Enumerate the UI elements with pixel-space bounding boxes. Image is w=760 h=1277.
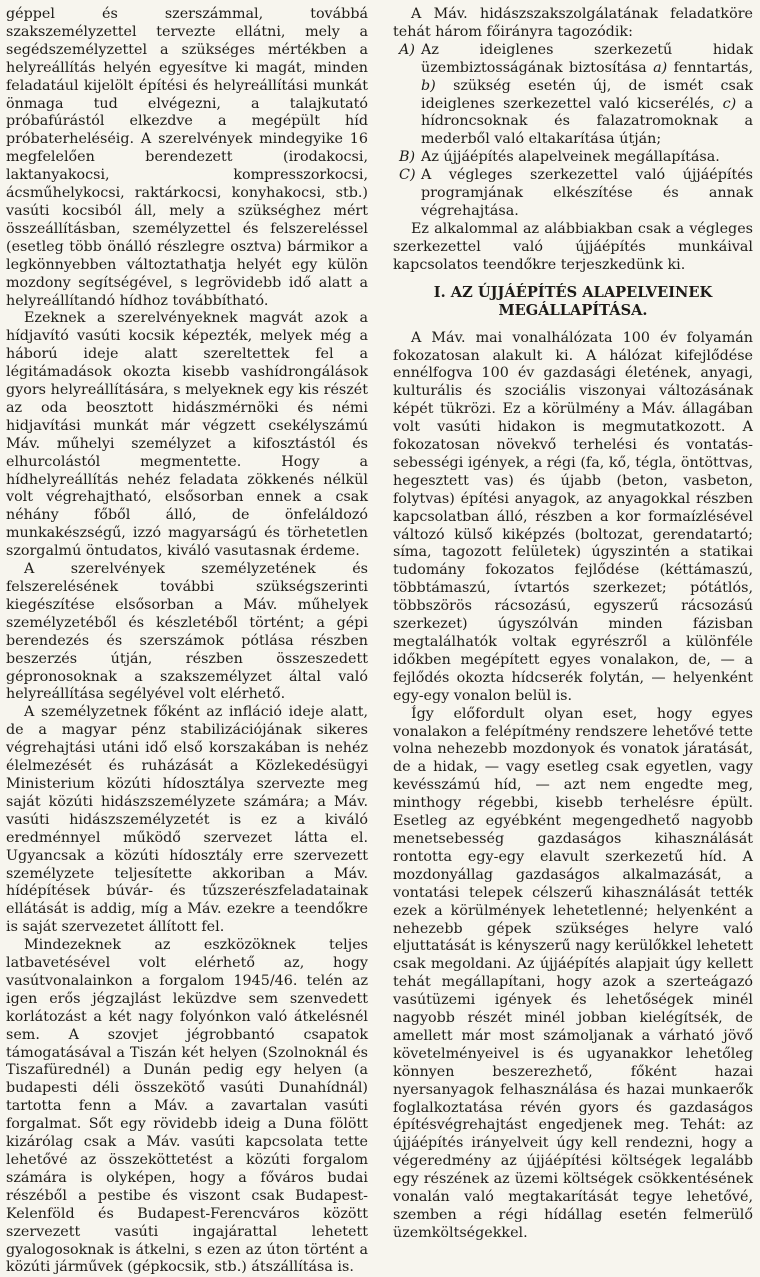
tasks-intro: A Máv. hidászszakszolgálatának feladatköre tehát három főirányra tagozódik:	[393, 6, 753, 40]
paragraph-continuation: géppel és szerszámmal, továbbá szakszemélyzettel tervezte ellátni, mely a segédszemélyzettel a szükséges mértékben a helyreállítás helyén egyesítve ki magát, minden feladatául kijelölt építési és helyreállítási munkát önmaga tud elvégezni, a talajkutató próbafúrástól elkezdve a megépült híd próbaterheléséig. A szerelvények mindegyike 16 megfelelően berendezett (irodakocsi, laktanyakocsi, kompresszorkocsi, ácsműhelykocsi, raktárkocsi, konyhakocsi, stb.) vasúti kocsiból áll, mely a szükséghez mért összeállításban, személyzettel és felszereléssel (esetleg több önálló részlegre osztva) bármikor a legkönnyebben változtathatja helyét egy külön mozdony segítségével, s legrövidebb idő alatt a helyreállítandó hídhoz továbbítható.	[6, 6, 368, 309]
task-text: Az ideiglenes szerkezetű hidak üzembiztosságának biztosítása	[421, 41, 753, 76]
paragraph-inflation-supply: A személyzetnek főként az infláció ideje alatt, de a magyar pénz stabilizációjának sikeres végrehajtási utáni idő első korszakában is nehéz élelmezését és ruházását a Közlekedésügyi Ministerium közúti hídosztálya szervezte meg saját közúti hidászszemélyzete számára; a Máv. vasúti hidászszemélyzetét is ez a kiváló eredménnyel működő szervezet látta el. Ugyancsak a közúti hídosztály erre szervezett személyzete teljesítette akkoriban a Máv. hídépítések búvár- és tűzszerészfeladatainak ellátását is addig, míg a Máv. ezekre a teendőkre is saját szervezetet állított fel.	[6, 704, 368, 936]
task-marker: A)	[399, 41, 415, 58]
task-text: fenntartás,	[673, 59, 753, 76]
sub-marker: a)	[653, 59, 668, 76]
sub-marker: c)	[722, 95, 737, 112]
section-title-line: MEGÁLLAPÍTÁSA.	[498, 301, 648, 319]
task-marker: B)	[399, 149, 416, 166]
task-text: A végleges szerkezettel való újjáépítés programjának elkészítése és annak végrehajtása.	[421, 167, 753, 219]
section-title	[393, 284, 753, 320]
task-item-b	[393, 149, 753, 167]
task-item-a	[393, 42, 753, 149]
task-item-c	[393, 167, 753, 221]
section-title-line: I. AZ ÚJJÁÉPÍTÉS ALAPELVEINEK	[433, 283, 713, 301]
task-marker: C)	[399, 167, 416, 184]
task-list	[393, 42, 753, 221]
paragraph-repair-wagons: Ezeknek a szerelvényeknek magvát azok a hídjavító vasúti kocsik képezték, melyek még a háború ideje alatt szereltettek fel a légitámadások okozta kisebb vashídrongálások gyors helyreállítására, s melyeknek egy kis részét az oda beosztott hidászmérnöki és némi hidjavítási munkát már végzett csekélyszámú Máv. műhelyi személyzet a kifosztástól és elhurcolástól megmentette. Hogy a hídhelyreállítás nehéz feladata zökkenés nélkül volt végrehajtható, elsősorban ennek a csak néhány főből álló, de önfeláldozó munkakészségű, izzó magyarságú és törhetetlen szorgalmú öntudatos, kiváló vasutasnak érdeme.	[6, 310, 368, 560]
task-text: szükség esetén új, de ismét csak ideiglenes szerkezettel való kicserélés,	[421, 77, 754, 112]
left-column	[6, 6, 368, 1277]
sub-marker: b)	[421, 77, 436, 94]
task-text: Az újjáépítés alapelveinek megállapítása.	[421, 149, 720, 166]
paragraph-winter-traffic: Mindezeknek az eszközöknek teljes latbavetésével volt elérhető az, hogy vasútvonalainkon a forgalom 1945/46. telén az igen erős jégzajlást leküzdve sem szenvedett korlátozást a két nagy folyónkon való átkelésnél sem. A szovjet jégrobbantó csapatok támogatásával a Tiszán két helyen (Szolnoknál és Tiszafürednél) a Dunán pedig egy helyen (a budapesti déli összekötő vasúti Dunahídnál) tartotta fenn a Máv. a zavartalan vasúti forgalmat. Sőt egy rövidebb ideig a Duna fölött kizárólag csak a Máv. vasúti kapcsolata tette lehetővé az összeköttetést a közúti forgalom számára is olyképen, hogy a főváros budai részéből a pestibe és viszont csak Budapest-Kelenföld és Budapest-Ferencváros között szervezett vasúti ingajárattal lehetett gyalogosoknak is átkelni, s ezen az úton történt a közúti járművek (gépkocsik, stb.) átszállítása is.	[6, 937, 368, 1276]
paragraph-scope-note: Ez alkalommal az alábbiakban csak a végleges szerkezettel való újjáépítés munkáival kapcsolatos teendőkre terjeszkedünk ki.	[393, 220, 753, 273]
paragraph-staff-equipment: A szerelvények személyzetének és felszerelésének további szükségszerinti kiegészítése elsősorban a Máv. műhelyek személyzetéből és készletéből történt; a gépi berendezés és szerszámok pótlása részben beszerzés útján, részben összeszedett gépronosoknak a szakszemélyzet által való helyreállítása segélyével volt elérhető.	[6, 561, 368, 703]
paragraph-rebuild-principles: Így előfordult olyan eset, hogy egyes vonalakon a felépítmény rendszere lehetővé tette volna nehezebb mozdonyok és vonatok járatását, de a hidak, — vagy esetleg csak egyetlen, vagy kevésszámú híd, — azt nem engedte meg, minthogy régebbi, kisebb terhelésre épült. Esetleg az egyébként megengedhető nagyobb menetsebesség gazdaságos kihasználását rontotta egy-egy elavult szerkezetű híd. A mozdonyállag gazdaságos alkalmazását, a vontatási telepek célszerű kihasználását tették ezek a körülmények lehetetlenné; helyenként a nehezebb gépek szükséges helyre való eljuttatását is kényszerű nagy kerülőkkel lehetett csak megoldani. Az újjáépítés alapjait úgy kellett tehát megállapítani, hogy azok a szerteágazó vasútüzemi igények és lehetőségek minél nagyobb részét minél jobban kielégítsék, de amellett már most számoljanak a várható jövő követelményeivel is és ugyanakkor lehetőleg könnyen beszerezhető, főként hazai nyersanyagok felhasználása és hazai munkaerők foglalkoztatása révén gyors és gazdaságos építésvégrehajtást engedjenek meg. Tehát: az újjáépítés irányelveit úgy kell rendezni, hogy a végeredmény az újjáépítési költségek legalább egy részének az üzemi költségek csökkentésének vonalán való megtakarítását tegye lehetővé, szemben a régi hídállag esetén felmerülő üzemköltségekkel.	[393, 705, 753, 1241]
task-text: a hídroncsoknak és falazatromoknak a mederből való eltakarítása útján;	[421, 95, 753, 148]
paragraph-network-history: A Máv. mai vonalhálózata 100 év folyamán fokozatosan alakult ki. A hálózat kifejlődése ennélfogva 100 év gazdasági életének, anyagi, kulturális és szociális viszonyai változásának képét tükrözi. Ez a körülmény a Máv. állagában volt vasúti hidakon is megmutatkozott. A fokozatosan növekvő terhelési és vontatás-sebességi igények, a régi (fa, kő, tégla, öntöttvas, hegesztett vas) és újabb (beton, vasbeton, folytvas) építési anyagok, az anyagokkal részben kapcsolatban álló, részben a kor formaízlésével változó külső kiképzés (boltozat, gerendatartó; síma, tagozott felületek) úgyszintén a statikai tudomány fokozatos fejlődése (kéttámaszú, többtámaszú, ívtartós szerkezet; pótátlós, többszörös rácsozású, egyszerű rácsozású szerkezet) úgyszólván minden fázisban megtalálhatók voltak egyrészről a különféle időkben megépített egyes vonalakon, de, — a fejlődés okozta hídcserék folytán, — helyenként egy-egy vonalon belül is.	[393, 329, 753, 704]
right-column	[393, 6, 753, 1243]
